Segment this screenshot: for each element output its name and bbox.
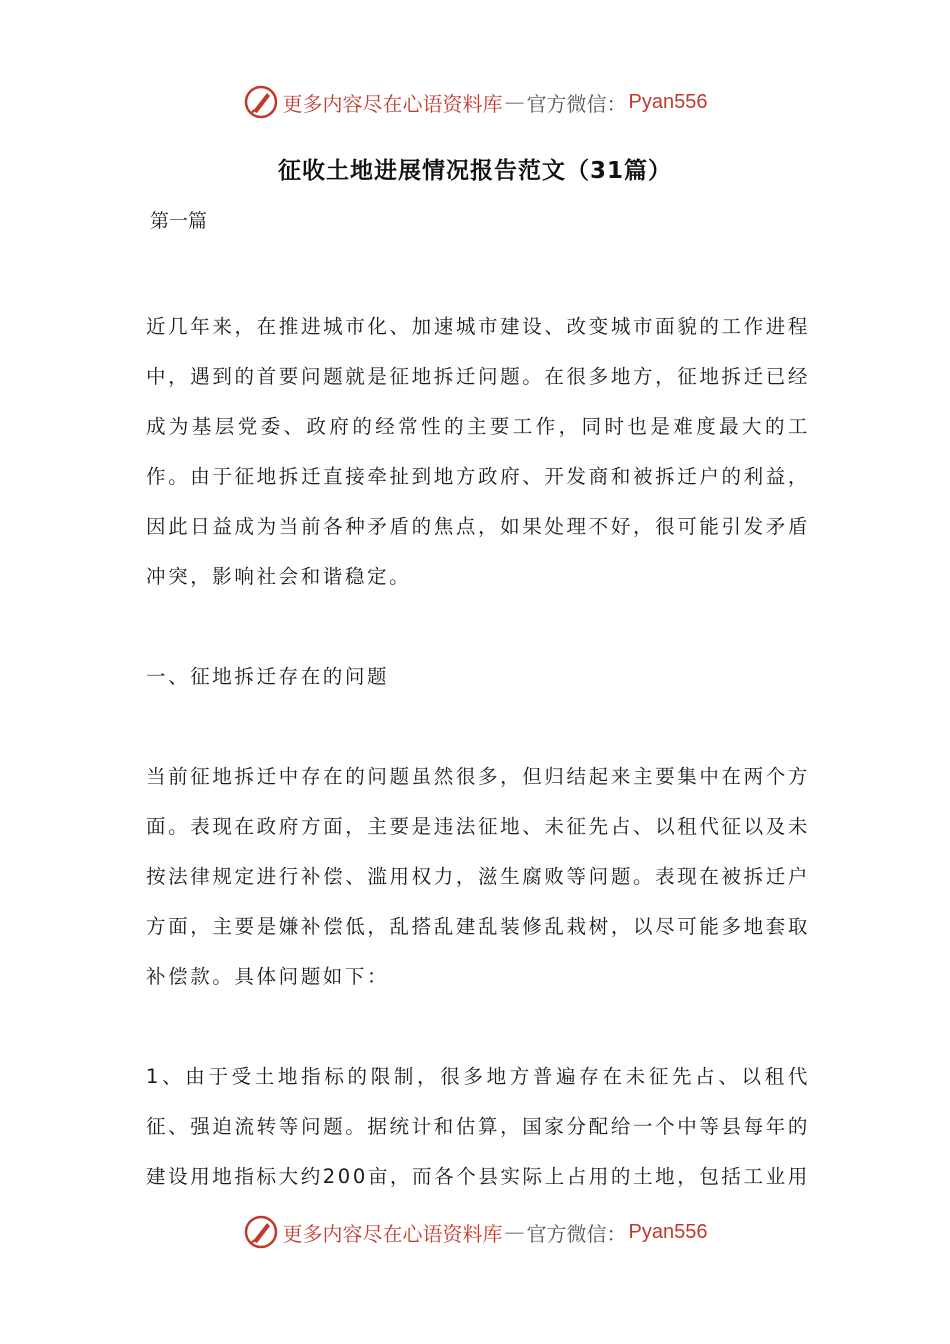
- quill-logo-icon: [243, 84, 279, 120]
- banner-official-label: 官方微信：: [526, 91, 627, 116]
- paragraph-problems: 当前征地拆迁中存在的问题虽然很多，但归结起来主要集中在两个方面。表现在政府方面，主要是违法征地、未征先占、以租代征以及未按法律规定进行补偿、滥用权力，滋生腐败等问题。表现在被拆迁户方面，主要是嫌补偿低，乱搭乱建乱装修乱栽树，以尽可能多地套取补偿款。具体问题如下：: [146, 765, 810, 988]
- section-heading: 一、征地拆迁存在的问题: [146, 665, 390, 688]
- banner-dash: —: [504, 90, 525, 114]
- banner-dash: —: [504, 1220, 525, 1244]
- banner-slogan: 更多内容尽在心语资料库: [282, 91, 503, 116]
- section-label: 第一篇: [150, 210, 208, 232]
- paragraph-item-1: 1、由于受土地指标的限制，很多地方普遍存在未征先占、以租代征、强迫流转等问题。据统计和估算，国家分配给一个中等县每年的建设用地指标大约200亩，而各个县实际上占用的土地，包括工业用: [146, 1065, 810, 1188]
- banner-wechat-id: Pyan556: [628, 1220, 708, 1243]
- paragraph-intro: 近几年来，在推进城市化、加速城市建设、改变城市面貌的工作进程中，遇到的首要问题就是征地拆迁问题。在很多地方，征地拆迁已经成为基层党委、政府的经常性的主要工作，同时也是难度最大的工作。由于征地拆迁直接牵扯到地方政府、开发商和被拆迁户的利益，因此日益成为当前各种矛盾的焦点，如果处理不好，很可能引发矛盾冲突，影响社会和谐稳定。: [146, 315, 810, 588]
- quill-logo-icon: [243, 1214, 279, 1250]
- header-banner: [0, 82, 950, 122]
- footer-banner: [0, 1212, 950, 1252]
- banner-official-label: 官方微信：: [526, 1221, 627, 1246]
- document-body: [146, 302, 810, 1202]
- banner-slogan: 更多内容尽在心语资料库: [282, 1221, 503, 1246]
- banner-wechat-id: Pyan556: [628, 90, 708, 113]
- document-title: 征收土地进展情况报告范文（31篇）: [277, 158, 672, 184]
